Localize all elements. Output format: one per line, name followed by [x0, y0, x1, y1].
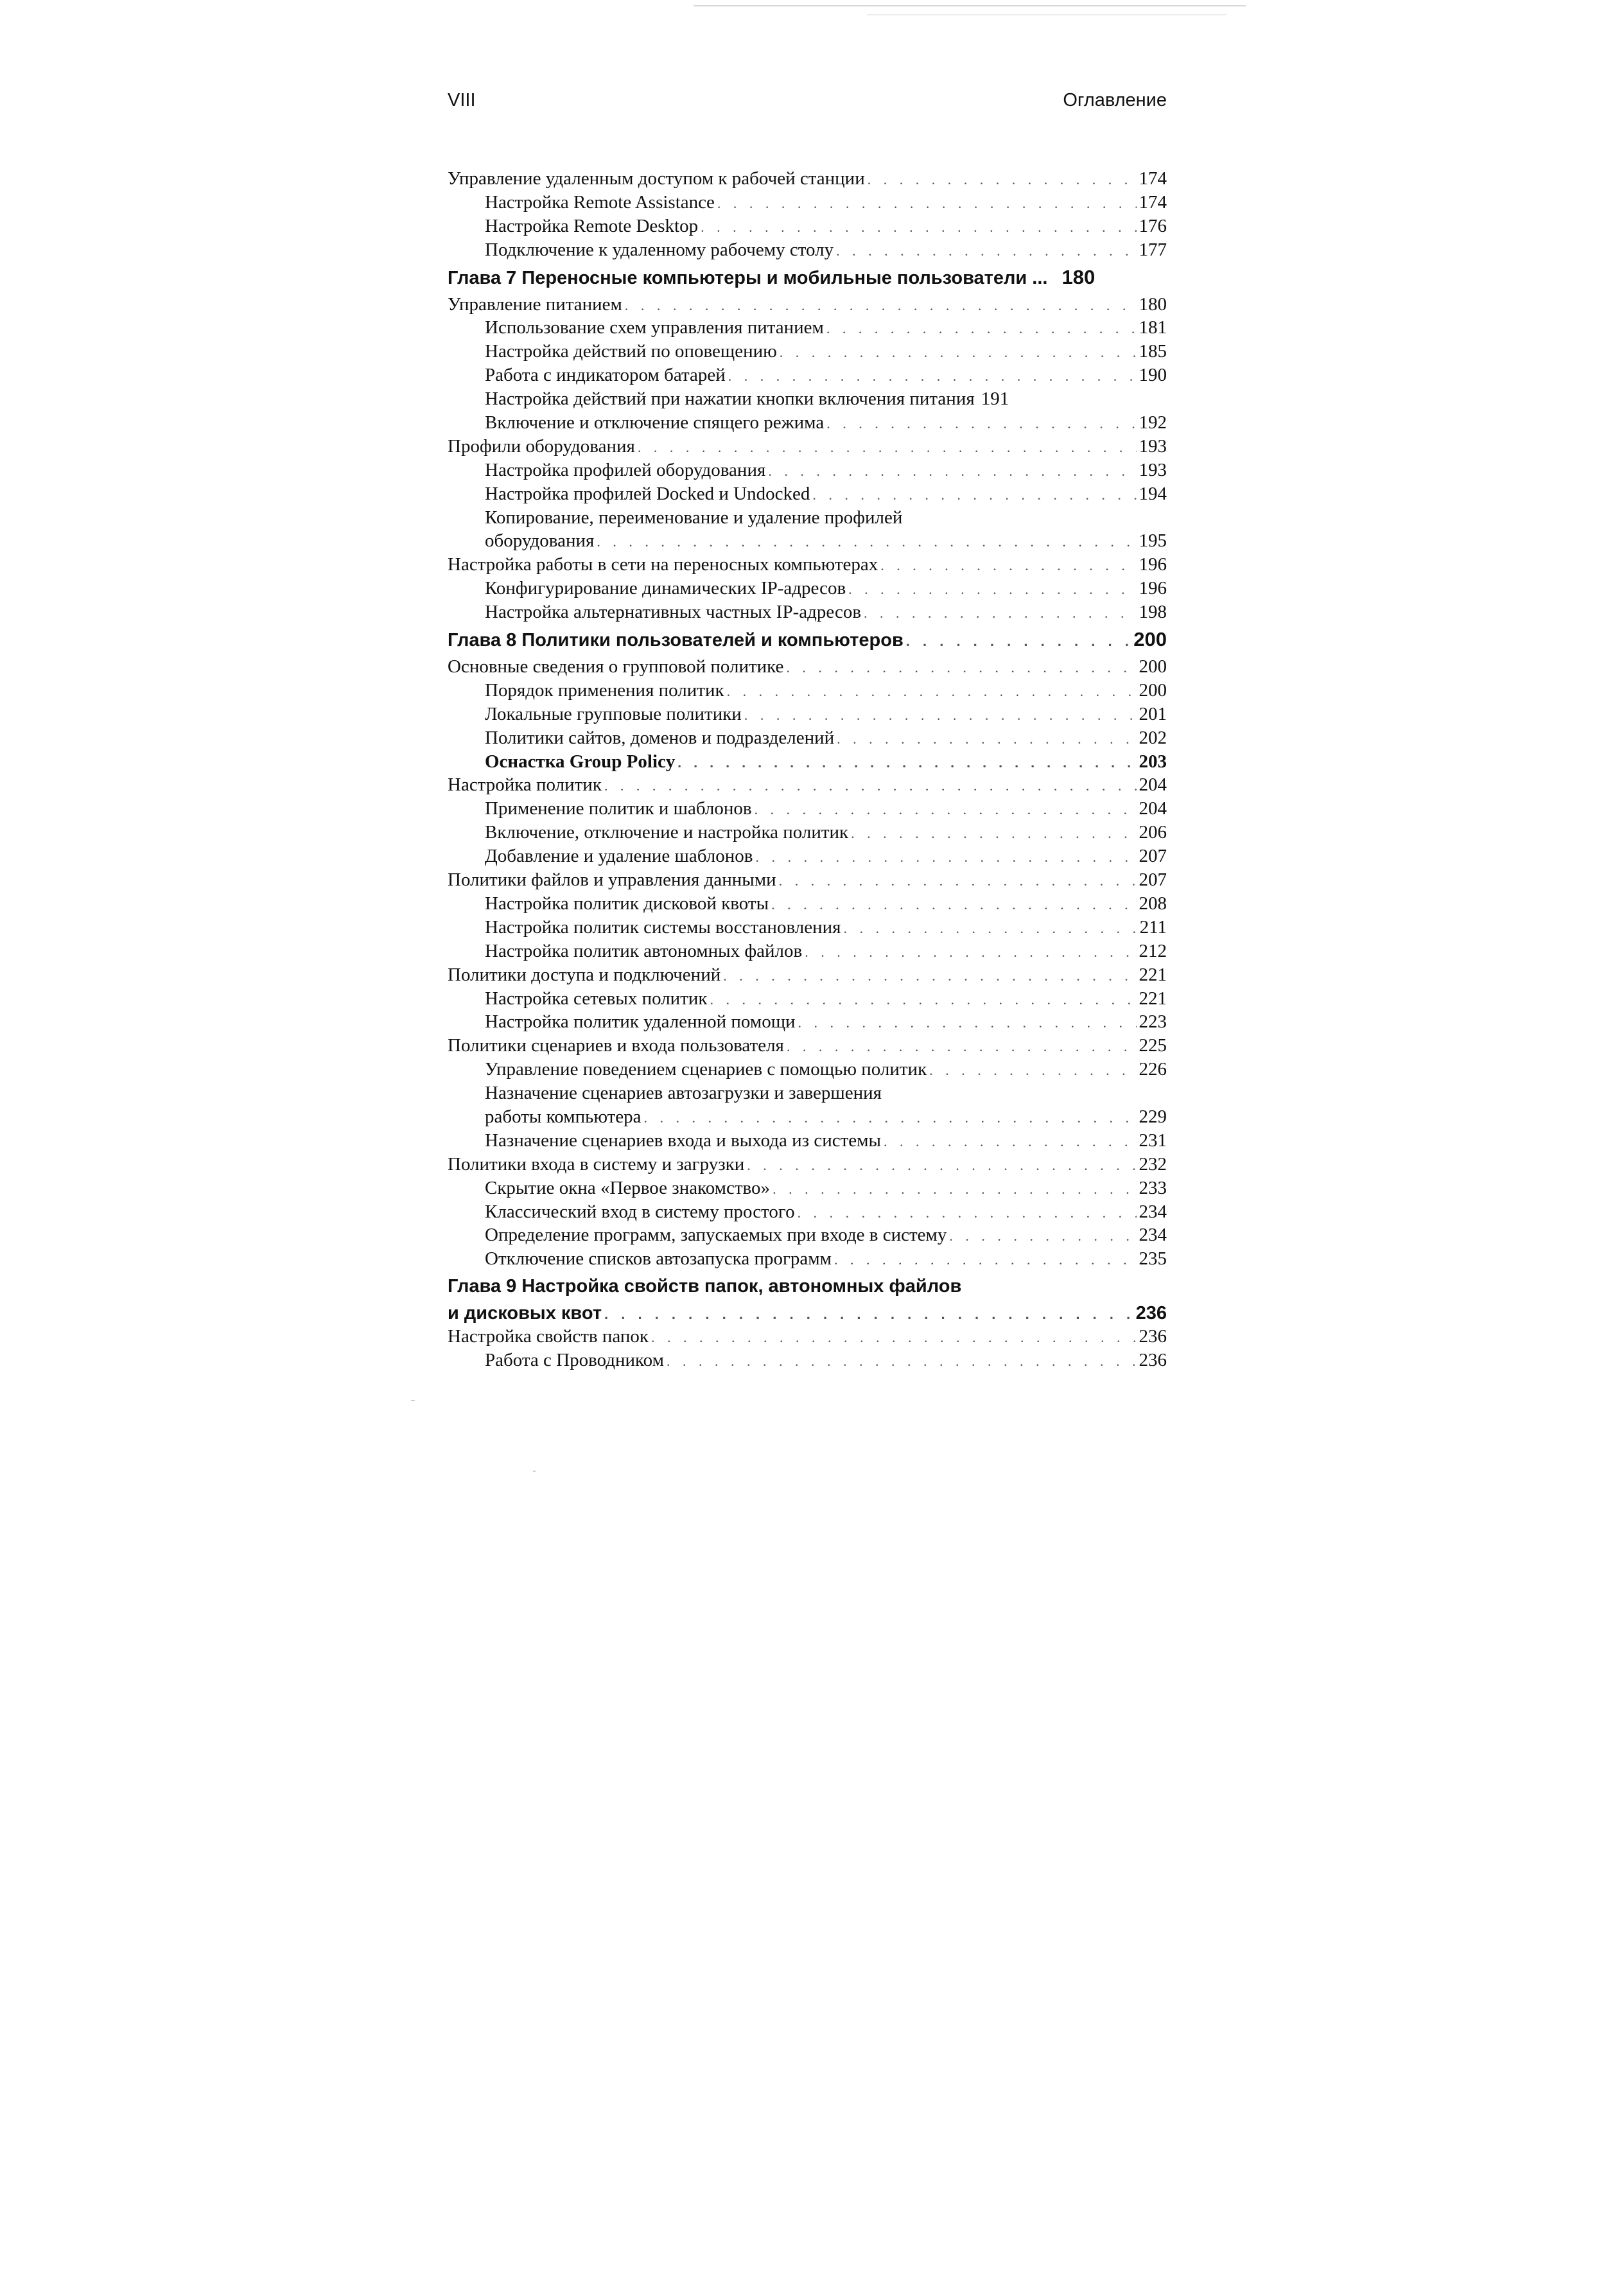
toc-entry — [448, 1035, 1167, 1059]
dot-leader — [834, 1252, 1137, 1268]
toc-entry-title: Настройка действий по оповещению — [485, 341, 777, 362]
scan-speck — [411, 1400, 415, 1401]
dot-leader — [701, 219, 1136, 236]
dot-leader — [868, 171, 1137, 188]
toc-entry-page: 206 — [1139, 822, 1167, 843]
toc-entry-page: 236 — [1139, 1326, 1167, 1347]
toc-entry-page: 180 — [1061, 265, 1096, 288]
toc-entry-page: 203 — [1139, 751, 1167, 772]
toc-entry — [448, 1178, 1167, 1202]
dot-leader — [723, 968, 1136, 984]
toc-entry-title: Настройка работы в сети на переносных компьютерах — [448, 554, 878, 575]
toc-entry-title: Копирование, переименование и удаление профилей — [485, 507, 903, 528]
dot-leader — [677, 755, 1136, 771]
toc-entry-page: 211 — [1139, 916, 1167, 938]
dot-leader — [728, 368, 1137, 385]
dot-leader — [780, 344, 1137, 361]
toc-entry-title: Политики доступа и подключений — [448, 964, 721, 985]
dot-leader — [826, 415, 1136, 432]
toc-entry-page: 223 — [1139, 1011, 1167, 1033]
toc-entry-page: 190 — [1139, 365, 1167, 386]
dot-leader — [787, 1038, 1137, 1055]
toc-entry — [448, 893, 1167, 917]
toc-entry-page: 212 — [1139, 940, 1167, 961]
toc-entry-title: Глава 7 Переносные компьютеры и мобильные пользователи ... — [448, 267, 1048, 288]
toc-entry-page: 232 — [1139, 1153, 1167, 1175]
toc-entry-title: Управление питанием — [448, 293, 622, 315]
scan-edge-line — [867, 14, 1227, 15]
toc-entry — [448, 1154, 1167, 1178]
toc-entry — [448, 751, 1167, 775]
toc-entry-title: Настройка политик системы восстановления — [485, 916, 841, 938]
toc-entry-page: 174 — [1139, 191, 1167, 213]
toc-entry-title: Добавление и удаление шаблонов — [485, 846, 753, 867]
dot-leader — [880, 557, 1136, 574]
dot-leader — [727, 683, 1137, 700]
scan-speck — [533, 1471, 536, 1472]
toc-entry-title: работы компьютера — [485, 1106, 642, 1127]
toc-entry-title: Скрытие окна «Первое знакомство» — [485, 1177, 771, 1198]
toc-entry-title: Настройка политик дисковой квоты — [485, 893, 769, 914]
toc-entry-page: 200 — [1139, 679, 1167, 701]
toc-entry-page: 204 — [1139, 774, 1167, 796]
toc-entry-title: Настройка сетевых политик — [485, 988, 708, 1009]
toc-entry-title: Политики сценариев и входа пользователя — [448, 1035, 784, 1056]
toc-entry-page: 231 — [1139, 1130, 1167, 1151]
toc-entry-title: Определение программ, запускаемых при входе в систему — [485, 1225, 947, 1246]
dot-leader — [755, 801, 1137, 818]
toc-entry — [448, 869, 1167, 893]
toc-entry — [448, 988, 1167, 1012]
toc-entry-title: Оснастка Group Policy — [485, 751, 676, 772]
toc-entry-page: 234 — [1139, 1201, 1167, 1222]
toc-entry — [448, 798, 1167, 822]
toc-entry-page: 207 — [1139, 846, 1167, 867]
toc-entry-page: 233 — [1139, 1177, 1167, 1198]
toc-entry — [448, 1326, 1167, 1350]
dot-leader — [949, 1228, 1136, 1245]
toc-entry-title: Глава 9 Настройка свойств папок, автономных файлов — [448, 1276, 962, 1297]
toc-entry — [448, 1011, 1167, 1035]
toc-entry-page: 180 — [1139, 293, 1167, 315]
toc-entry-title: Основные сведения о групповой политике — [448, 656, 784, 677]
page-header — [448, 90, 1167, 121]
toc-entry-page: 185 — [1139, 341, 1167, 362]
dot-leader — [755, 849, 1136, 866]
scan-edge-line — [694, 5, 1246, 6]
toc-entry-title: Политики входа в систему и загрузки — [448, 1153, 745, 1175]
dot-leader — [604, 1306, 1133, 1323]
toc-entry-title: Работа с индикатором батарей — [485, 365, 726, 386]
dot-leader — [710, 992, 1137, 1008]
toc-entry — [448, 412, 1167, 436]
dot-leader — [929, 1062, 1136, 1079]
toc-entry-title: Применение политик и шаблонов — [485, 798, 752, 819]
dot-leader — [597, 534, 1136, 550]
toc-entry-page: 229 — [1139, 1106, 1167, 1127]
dot-leader — [837, 731, 1136, 747]
toc-entry-page: 208 — [1139, 893, 1167, 914]
toc-entry — [448, 1303, 1167, 1326]
toc-entry-page: 226 — [1139, 1059, 1167, 1080]
dot-leader — [651, 1329, 1137, 1346]
toc-entry — [448, 365, 1167, 389]
toc-entry — [448, 530, 1167, 554]
toc-entry-title: Назначение сценариев автозагрузки и завершения — [485, 1083, 882, 1104]
table-of-contents — [448, 168, 1167, 1374]
dot-leader — [625, 297, 1137, 314]
dot-leader — [604, 778, 1137, 794]
toc-entry — [448, 484, 1167, 507]
toc-entry — [448, 1276, 1167, 1299]
toc-entry — [448, 460, 1167, 484]
toc-entry — [448, 1106, 1167, 1130]
toc-entry-title: Использование схем управления питанием — [485, 317, 824, 338]
dot-leader — [848, 581, 1136, 598]
toc-entry — [448, 436, 1167, 460]
toc-entry — [448, 578, 1167, 602]
toc-entry-page: 196 — [1139, 554, 1167, 575]
toc-entry-title: Настройка профилей Docked и Undocked — [485, 483, 810, 504]
dot-leader — [638, 439, 1137, 456]
toc-entry — [448, 216, 1167, 240]
toc-entry — [448, 917, 1167, 941]
toc-entry-title: Настройка альтернативных частных IP-адресов — [485, 602, 862, 623]
toc-entry-title: Включение, отключение и настройка политик — [485, 822, 849, 843]
toc-entry — [448, 656, 1167, 680]
toc-entry — [448, 168, 1167, 192]
page-number: VIII — [448, 90, 476, 110]
toc-entry — [448, 192, 1167, 216]
toc-entry-page: 207 — [1139, 869, 1167, 891]
toc-entry-title: Политики файлов и управления данными — [448, 869, 776, 891]
toc-entry-page: 234 — [1139, 1225, 1167, 1246]
toc-entry — [448, 704, 1167, 728]
toc-entry-title: Политики сайтов, доменов и подразделений — [485, 727, 835, 748]
toc-entry-title: Настройка действий при нажатии кнопки включения питания — [485, 389, 975, 410]
toc-entry — [448, 774, 1167, 798]
toc-entry-title: Настройка Remote Desktop — [485, 215, 699, 236]
dot-leader — [884, 1133, 1137, 1150]
toc-entry-page: 193 — [1139, 435, 1167, 457]
toc-entry-title: Настройка профилей оборудования — [485, 459, 766, 480]
dot-leader — [798, 1205, 1137, 1221]
toc-entry-title: и дисковых квот — [448, 1303, 602, 1324]
toc-entry — [448, 266, 1167, 294]
toc-entry — [448, 1350, 1167, 1374]
dot-leader — [779, 873, 1137, 889]
dot-leader — [747, 1157, 1136, 1174]
toc-entry — [448, 728, 1167, 751]
toc-entry-title: Управление удаленным доступом к рабочей станции — [448, 168, 865, 189]
dot-leader — [771, 896, 1136, 913]
toc-entry-title: Настройка политик удаленной помощи — [485, 1011, 796, 1033]
toc-entry-page: 177 — [1139, 239, 1167, 260]
toc-entry-title: Работа с Проводником — [485, 1350, 664, 1371]
toc-entry-title: Настройка политик — [448, 774, 602, 796]
toc-entry — [448, 1059, 1167, 1083]
toc-entry-page: 204 — [1139, 798, 1167, 819]
toc-entry-title: Глава 8 Политики пользователей и компьютеров — [448, 630, 904, 651]
dot-leader — [864, 605, 1136, 622]
toc-entry-title: оборудования — [485, 530, 595, 552]
toc-entry-page: 221 — [1139, 988, 1167, 1009]
running-title: Оглавление — [1063, 90, 1167, 110]
toc-entry — [448, 1225, 1167, 1248]
toc-entry-page: 235 — [1139, 1248, 1167, 1270]
toc-entry-page: 201 — [1139, 703, 1167, 724]
toc-entry-title: Управление поведением сценариев с помощью политик — [485, 1059, 927, 1080]
toc-entry — [448, 507, 1167, 531]
toc-entry-title: Настройка политик автономных файлов — [485, 940, 803, 961]
toc-entry-page: 225 — [1139, 1035, 1167, 1056]
toc-entry-page: 236 — [1139, 1350, 1167, 1371]
dot-leader — [773, 1181, 1136, 1198]
toc-entry — [448, 846, 1167, 869]
dot-leader — [786, 660, 1136, 676]
dot-leader — [667, 1353, 1137, 1370]
toc-entry-title: Настройка свойств папок — [448, 1326, 649, 1347]
toc-entry-page: 196 — [1139, 578, 1167, 599]
dot-leader — [717, 195, 1137, 212]
dot-leader — [836, 243, 1136, 259]
toc-entry-title: Порядок применения политик — [485, 679, 724, 701]
toc-entry-page: 181 — [1139, 317, 1167, 338]
toc-entry — [448, 1248, 1167, 1272]
toc-entry-title: Назначение сценариев входа и выхода из системы — [485, 1130, 881, 1151]
toc-entry-page: 202 — [1139, 727, 1167, 748]
toc-entry-page: 191 — [981, 389, 1009, 410]
toc-entry — [448, 822, 1167, 846]
toc-entry-page: 194 — [1139, 483, 1167, 504]
dot-leader — [744, 707, 1137, 724]
toc-entry — [448, 317, 1167, 341]
toc-entry — [448, 965, 1167, 988]
toc-entry-page: 200 — [1139, 656, 1167, 677]
dot-leader — [644, 1110, 1137, 1126]
toc-entry — [448, 389, 1167, 412]
toc-entry-title: Профили оборудования — [448, 435, 635, 457]
dot-leader — [906, 633, 1131, 650]
dot-leader — [768, 463, 1136, 480]
toc-entry — [448, 1083, 1167, 1106]
dot-leader — [851, 825, 1136, 842]
toc-entry-page: 221 — [1139, 964, 1167, 985]
toc-entry — [448, 941, 1167, 965]
toc-entry — [448, 628, 1167, 656]
toc-entry — [448, 554, 1167, 578]
toc-entry — [448, 1130, 1167, 1154]
toc-entry-page: 195 — [1139, 530, 1167, 552]
toc-entry — [448, 1202, 1167, 1225]
toc-entry-title: Настройка Remote Assistance — [485, 191, 715, 213]
toc-entry-page: 198 — [1139, 602, 1167, 623]
toc-entry — [448, 240, 1167, 263]
dot-leader — [798, 1015, 1137, 1031]
toc-entry — [448, 602, 1167, 625]
toc-entry-page: 193 — [1139, 459, 1167, 480]
toc-entry — [448, 680, 1167, 704]
toc-entry-page: 200 — [1133, 628, 1167, 651]
toc-entry-page: 192 — [1139, 412, 1167, 433]
dot-leader — [805, 944, 1136, 961]
dot-leader — [843, 920, 1137, 937]
toc-entry-title: Конфигурирование динамических IP-адресов — [485, 578, 846, 599]
toc-entry-title: Отключение списков автозапуска программ — [485, 1248, 832, 1270]
dot-leader — [812, 487, 1136, 503]
toc-entry-title: Включение и отключение спящего режима — [485, 412, 825, 433]
toc-entry-title: Классический вход в систему простого — [485, 1201, 795, 1222]
toc-entry-page: 174 — [1139, 168, 1167, 189]
toc-entry-title: Подключение к удаленному рабочему столу — [485, 239, 834, 260]
toc-entry-page: 176 — [1139, 215, 1167, 236]
toc-entry-page: 236 — [1135, 1303, 1167, 1324]
toc-entry — [448, 341, 1167, 365]
toc-entry-title: Локальные групповые политики — [485, 703, 742, 724]
dot-leader — [826, 320, 1137, 337]
toc-entry — [448, 294, 1167, 318]
